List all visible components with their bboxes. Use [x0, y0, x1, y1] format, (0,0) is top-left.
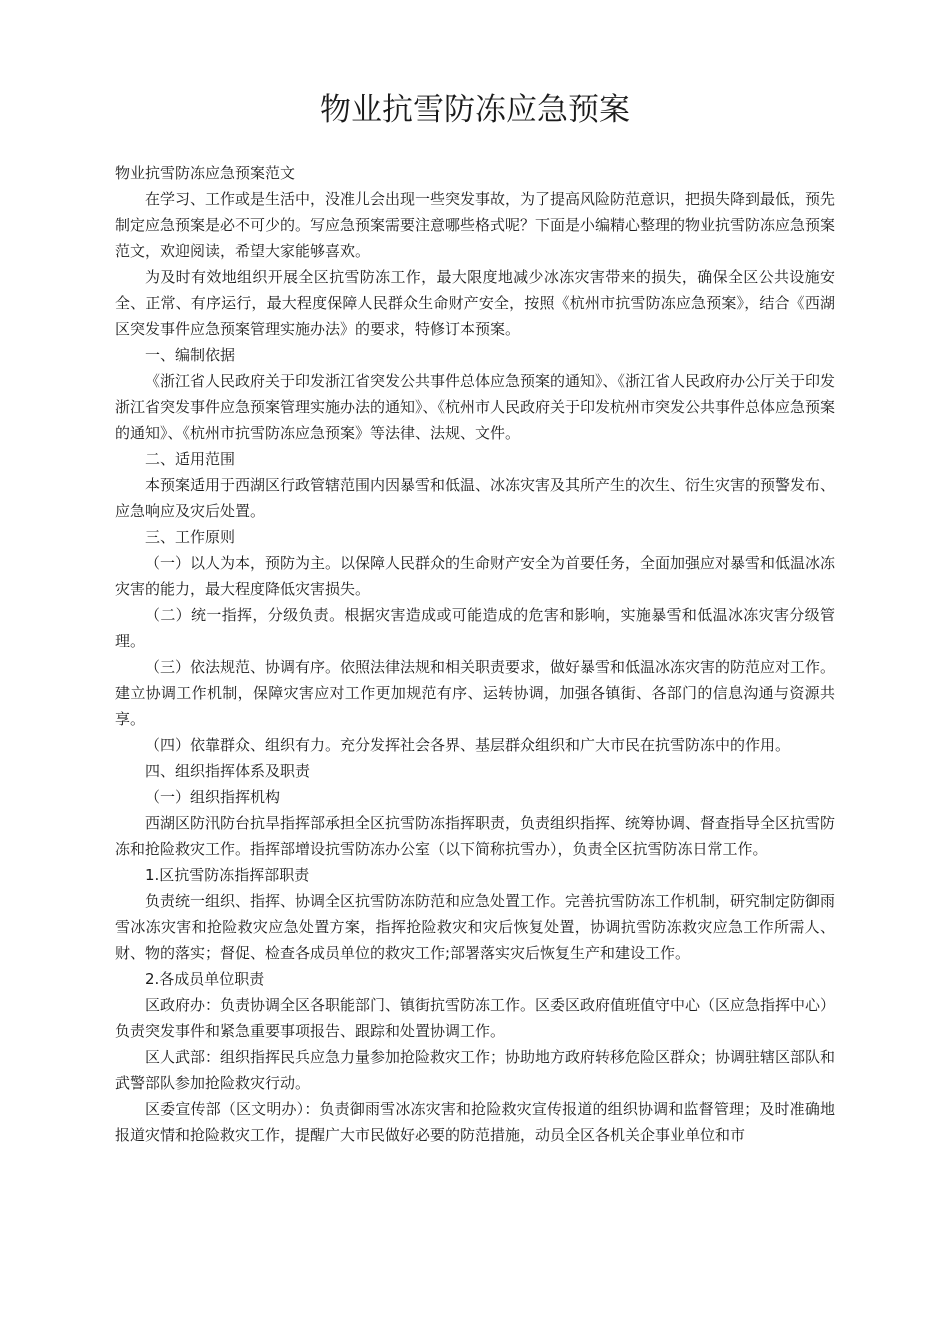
paragraph-gov-office: 区政府办：负责协调全区各职能部门、镇街抗雪防冻工作。区委区政府值班值守中心（区应急指挥中心）负责突发事件和紧急重要事项报告、跟踪和处置协调工作。 — [115, 996, 836, 1040]
document-title: 物业抗雪防冻应急预案 — [320, 92, 630, 128]
paragraph-command: 西湖区防汛防台抗旱指挥部承担全区抗雪防冻指挥职责，负责组织指挥、统筹协调、督查指导全区抗雪防冻和抢险救灾工作。指挥部增设抗雪防冻办公室（以下简称抗雪办），负责全区抗雪防冻日常工作。 — [115, 814, 836, 858]
section-heading-organization: 四、组织指挥体系及职责 — [145, 762, 311, 780]
section-heading-principles: 三、工作原则 — [145, 528, 236, 546]
document-body — [115, 160, 835, 1148]
paragraph-scope: 本预案适用于西湖区行政管辖范围内因暴雪和低温、冰冻灾害及其所产生的次生、衍生灾害的预警发布、应急响应及灾后处置。 — [115, 476, 836, 520]
paragraph-principle-3: （三）依法规范、协调有序。依照法律法规和相关职责要求，做好暴雪和低温冰冻灾害的防范应对工作。建立协调工作机制，保障灾害应对工作更加规范有序、运转协调，加强各镇街、各部门的信息沟通与资源共享。 — [115, 658, 836, 728]
paragraph-armed-forces: 区人武部：组织指挥民兵应急力量参加抢险救灾工作；协助地方政府转移危险区群众；协调驻辖区部队和武警部队参加抢险救灾行动。 — [115, 1048, 836, 1092]
paragraph-principle-2: （二）统一指挥，分级负责。根据灾害造成或可能造成的危害和影响，实施暴雪和低温冰冻灾害分级管理。 — [115, 606, 835, 650]
paragraph-purpose: 为及时有效地组织开展全区抗雪防冻工作，最大限度地减少冰冻灾害带来的损失，确保全区公共设施安全、正常、有序运行，最大程度保障人民群众生命财产安全，按照《杭州市抗雪防冻应急预案》，结合《西湖区突发事件应急预案管理实施办法》的要求，特修订本预案。 — [115, 268, 835, 338]
section-heading-scope: 二、适用范围 — [145, 450, 236, 468]
paragraph-intro: 在学习、工作或是生活中，没准儿会出现一些突发事故，为了提高风险防范意识，把损失降到最低，预先制定应急预案是必不可少的。写应急预案需要注意哪些格式呢？下面是小编精心整理的物业抗雪防冻应急预案范文，欢迎阅读，希望大家能够喜欢。 — [115, 190, 836, 260]
subsection-heading-member-duties: 2.各成员单位职责 — [145, 970, 265, 988]
paragraph-hq-duties: 负责统一组织、指挥、协调全区抗雪防冻防范和应急处置工作。完善抗雪防冻工作机制，研究制定防御雨雪冰冻灾害和抢险救灾应急处置方案，指挥抢险救灾和灾后恢复处置，协调抗雪防冻救灾应急工作所需人、财、物的落实；督促、检查各成员单位的救灾工作;部署落实灾后恢复生产和建设工作。 — [115, 892, 836, 962]
section-heading-basis: 一、编制依据 — [145, 346, 236, 364]
paragraph-principle-1: （一）以人为本，预防为主。以保障人民群众的生命财产安全为首要任务，全面加强应对暴雪和低温冰冻灾害的能力，最大程度降低灾害损失。 — [115, 554, 836, 598]
paragraph-basis: 《浙江省人民政府关于印发浙江省突发公共事件总体应急预案的通知》、《浙江省人民政府办公厅关于印发浙江省突发事件应急预案管理实施办法的通知》、《杭州市人民政府关于印发杭州市突发公共事件总体应急预案的通知》、《杭州市抗雪防冻应急预案》等法律、法规、文件。 — [115, 372, 836, 442]
document-subtitle: 物业抗雪防冻应急预案范文 — [115, 164, 296, 182]
paragraph-publicity: 区委宣传部（区文明办）：负责御雨雪冰冻灾害和抢险救灾宣传报道的组织协调和监督管理；及时准确地报道灾情和抢险救灾工作，提醒广大市民做好必要的防范措施，动员全区各机关企事业单位和市 — [115, 1100, 835, 1144]
subsection-heading-command: （一）组织指挥机构 — [145, 788, 281, 806]
paragraph-principle-4: （四）依靠群众、组织有力。充分发挥社会各界、基层群众组织和广大市民在抗雪防冻中的作用。 — [145, 736, 791, 754]
subsection-heading-hq-duties: 1.区抗雪防冻指挥部职责 — [145, 866, 310, 884]
